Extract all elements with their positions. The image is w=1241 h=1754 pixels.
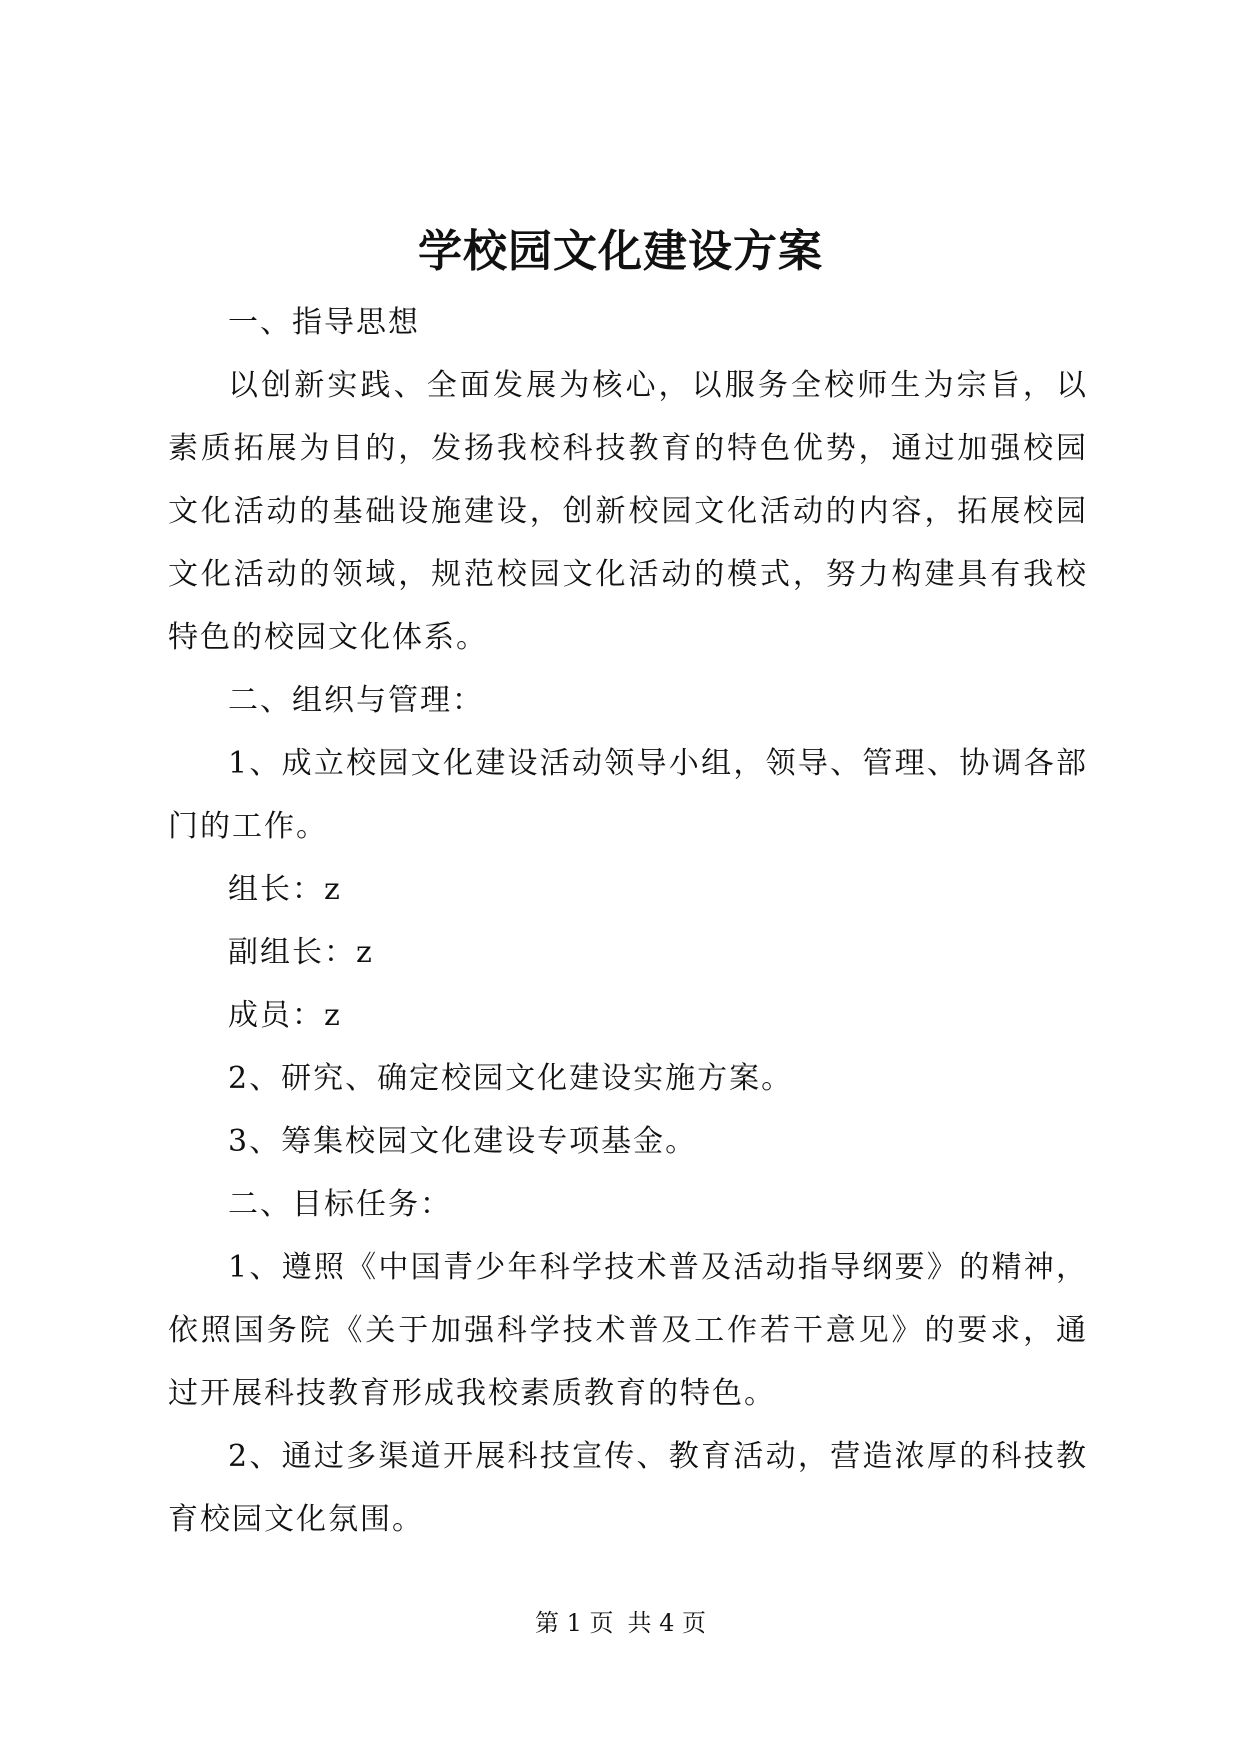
section-heading-guiding-thought: 一、指导思想: [228, 305, 420, 340]
document-body: [168, 291, 1088, 1551]
page-total: 共 4 页: [627, 1609, 707, 1637]
paragraph-objective-1: 1、遵照《中国青少年科学技术普及活动指导纲要》的精神，依照国务院《关于加强科学技术普及工作若干意见》的要求，通过开展科技教育形成我校素质教育的特色。: [168, 1250, 1088, 1411]
section-heading-organization: 二、组织与管理：: [228, 683, 484, 718]
paragraph-leading-group: 1、成立校园文化建设活动领导小组，领导、管理、协调各部门的工作。: [168, 746, 1088, 844]
paragraph-guiding-thought: 以创新实践、全面发展为核心，以服务全校师生为宗旨，以素质拓展为目的，发扬我校科技教育的特色优势，通过加强校园文化活动的基础设施建设，创新校园文化活动的内容，拓展校园文化活动的领域，规范校园文化活动的模式，努力构建具有我校特色的校园文化体系。: [168, 368, 1088, 655]
paragraph-implementation-plan: 2、研究、确定校园文化建设实施方案。: [228, 1061, 794, 1096]
paragraph-special-fund: 3、筹集校园文化建设专项基金。: [228, 1124, 698, 1159]
paragraph-team-leader: 组长：z: [228, 872, 342, 907]
paragraph-members: 成员：z: [228, 998, 342, 1033]
document-title: 学校园文化建设方案: [418, 226, 823, 277]
paragraph-deputy-leader: 副组长：z: [228, 935, 374, 970]
page-footer: [0, 1608, 1241, 1638]
page-number: 第 1 页: [534, 1609, 614, 1637]
section-heading-objectives: 二、目标任务：: [228, 1187, 452, 1222]
paragraph-objective-2: 2、通过多渠道开展科技宣传、教育活动，营造浓厚的科技教育校园文化氛围。: [168, 1439, 1088, 1537]
